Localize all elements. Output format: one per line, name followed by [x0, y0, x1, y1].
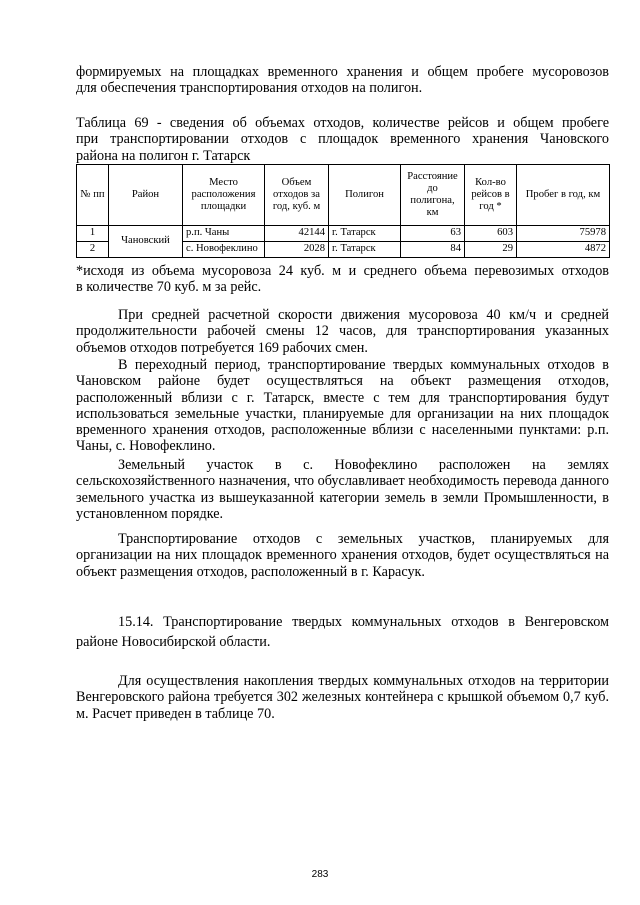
paragraph-land-plot: Земельный участок в с. Новофеклино расположен на землях сельскохозяйственного назначения, что обуславливает необходимость перевода данного земельного участка из вышеуказанной категории земель в земли Промышленности, в установленном порядке. — [76, 457, 609, 522]
row-num: 1 — [77, 226, 109, 242]
waste-transport-table — [76, 164, 610, 258]
footnote-line-2: в количестве 70 куб. м за рейс. — [76, 279, 262, 296]
paragraph-shifts: При средней расчетной скорости движения мусоровоза 40 км/ч и средней продолжительности рабочей смены 12 часов, для транспортирования указанных объемов отходов потребуется 169 рабочих смен. — [76, 307, 609, 356]
row-trips: 603 — [465, 226, 517, 242]
table-footnote — [76, 263, 609, 296]
table-caption-line-1: Таблица 69 - сведения об объемах отходов, количестве рейсов и общем пробеге — [76, 115, 609, 131]
section-heading-line-1: 15.14. Транспортирование твердых коммунальных отходов в Венгеровском — [118, 614, 609, 630]
row-site: с. Новофеклино — [183, 242, 265, 258]
section-heading-line-2: районе Новосибирской области. — [76, 634, 271, 650]
paragraph-containers: Для осуществления накопления твердых коммунальных отходов на территории Венгеровского района требуется 302 железных контейнера с крышкой объемом 0,7 куб. м. Расчет приведен в таблице 70. — [76, 673, 609, 722]
row-distance: 84 — [401, 242, 465, 258]
row-distance: 63 — [401, 226, 465, 242]
header-mileage: Пробег в год, км — [517, 165, 610, 226]
header-site: Место расположения площадки — [183, 165, 265, 226]
header-distance: Расстояние до полигона, км — [401, 165, 465, 226]
paragraph-karasuk: Транспортирование отходов с земельных участков, планируемых для организации на них площадок временного хранения отходов, будет осуществляться на объект размещения отходов, расположенный в г. Карасук. — [76, 531, 609, 580]
header-district: Район — [109, 165, 183, 226]
row-landfill: г. Татарск — [329, 242, 401, 258]
row-trips: 29 — [465, 242, 517, 258]
row-site: р.п. Чаны — [183, 226, 265, 242]
intro-line-2: для обеспечения транспортирования отходов на полигон. — [76, 80, 423, 97]
table-caption-line-2: при транспортировании отходов с площадок временного хранения Чановского — [76, 131, 609, 148]
table-caption-line-3: района на полигон г. Татарск — [76, 147, 251, 164]
header-num: № пп — [77, 165, 109, 226]
paragraph-transition-period: В переходный период, транспортирование твердых коммунальных отходов в Чановском районе будет осуществляться на объект размещения отходов, расположенный вблизи с г. Татарск, вместе с тем для транспортирования будут использоваться земельные участки, планируемые для организации на них площадок временного хранения отходов, расположенные вблизи с населенными пунктами: р.п. Чаны, с. Новофеклино. — [76, 357, 609, 455]
footnote-line-1: *исходя из объема мусоровоза 24 куб. м и среднего объема перевозимых отходов — [76, 263, 609, 279]
table-caption — [76, 115, 609, 164]
header-landfill: Полигон — [329, 165, 401, 226]
row-volume: 2028 — [265, 242, 329, 258]
intro-paragraph — [76, 64, 609, 97]
table-header-row — [77, 165, 610, 226]
section-heading — [76, 612, 609, 652]
row-num: 2 — [77, 242, 109, 258]
intro-line-1: формируемых на площадках временного хранения и общем пробеге мусоровозов — [76, 64, 609, 80]
row-landfill: г. Татарск — [329, 226, 401, 242]
row-district: Чановский — [109, 226, 183, 258]
page-number: 283 — [311, 869, 329, 880]
row-mileage: 75978 — [517, 226, 610, 242]
header-trips: Кол-во рейсов в год * — [465, 165, 517, 226]
row-volume: 42144 — [265, 226, 329, 242]
header-volume: Объем отходов за год, куб. м — [265, 165, 329, 226]
row-mileage: 4872 — [517, 242, 610, 258]
table-row — [77, 226, 610, 242]
